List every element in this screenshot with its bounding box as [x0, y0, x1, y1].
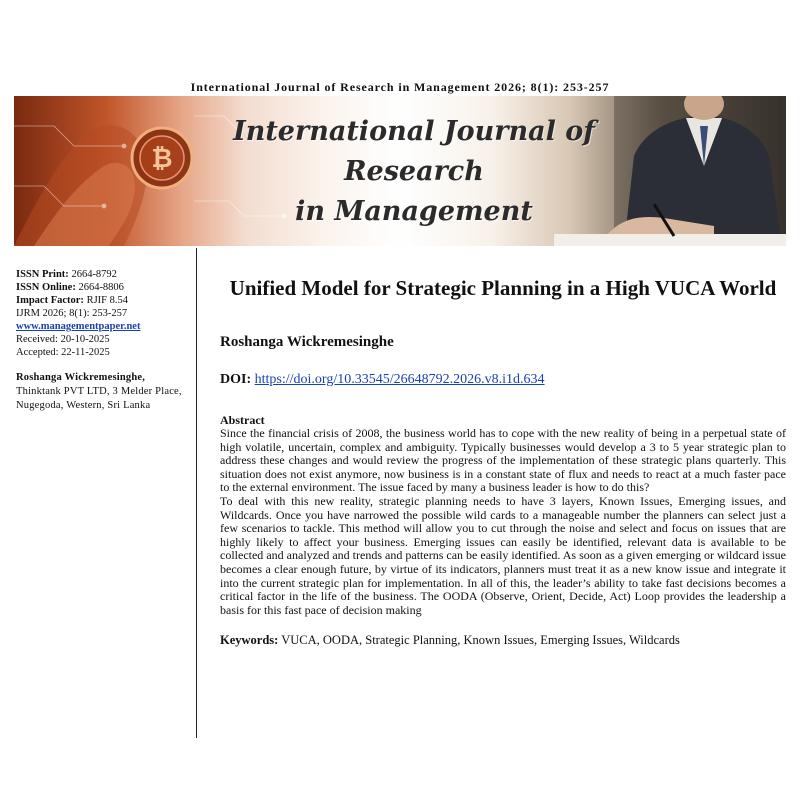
keywords-line: [220, 633, 786, 648]
article-main: [220, 274, 786, 648]
paper-title: Unified Model for Strategic Planning in a High VUCA World: [229, 276, 777, 300]
journal-running-head: International Journal of Research in Management 2026; 8(1): 253-257: [190, 80, 610, 94]
issn-online-label: ISSN Online:: [16, 282, 76, 293]
impact-factor-label: Impact Factor:: [16, 295, 84, 306]
abstract-paragraph-1: Since the financial crisis of 2008, the business world has to cope with the new reality of being in a perpetual state of high volatile, uncertain, complex and ambiguity. Typically businesses would develop a 3 to 5 year strategic plan to address these changes and would review the progress of the implementation of these strategic plans quarterly. This situation does not exist anymore, now business is in a constant state of flux and needs to react at a much faster pace to the external environment. The issue faced by many a business leader is how to do this?: [220, 426, 786, 495]
impact-factor-value: RJIF 8.54: [86, 295, 128, 306]
banner-journal-title: [214, 112, 614, 232]
sidebar-author-affiliation: Thinktank PVT LTD, 3 Melder Place, Nugegoda, Western, Sri Lanka: [16, 386, 182, 411]
column-divider: [196, 248, 197, 738]
journal-website-link[interactable]: www.managementpaper.net: [16, 321, 141, 332]
doi-link[interactable]: https://doi.org/10.33545/26648792.2026.v8.i1d.634: [254, 372, 545, 387]
issn-online: [16, 281, 186, 294]
abstract-paragraph-2: To deal with this new reality, strategic planning needs to have 3 layers, Known Issues, Emerging issues, and Wildcards. Once you have narrowed the possible wild cards to a manageable number the planners can select just a few scenarios to tackle. This method will allow you to cut through the noise and select and focus on issues that are highly likely to affect your business. Emerging issues can easily be identified, relevant data is available to be collected and analyzed and trends and patterns can be easily identified. As soon as a given emerging or wildcard issue becomes a clear enough future, by virtue of its indicators, planners must treat it as a new know issue and integrate it into the current strategic plan for implementation. In all of this, the leader’s ability to take fast decisions becomes a critical factor in the life of the business. The OODA (Observe, Orient, Decide, Act) Loop provides the leadership a basis for this fast pace of decision making: [220, 493, 786, 617]
issn-online-value: 2664-8806: [78, 282, 124, 293]
accepted-date: Accepted: 22-11-2025: [16, 347, 110, 358]
received-date: Received: 20-10-2025: [16, 334, 110, 345]
banner-title-line-2: Research: [344, 156, 484, 187]
author-correspondence: [16, 371, 186, 413]
banner-title-line-3: in Management: [295, 196, 533, 227]
issn-print-value: 2664-8792: [71, 269, 117, 280]
doi-label: DOI:: [220, 372, 252, 387]
paper-author: Roshanga Wickremesinghe: [220, 334, 394, 350]
abstract-heading: Abstract: [220, 413, 265, 427]
impact-factor: [16, 294, 186, 307]
issn-print-label: ISSN Print:: [16, 269, 69, 280]
keywords-value: VUCA, OODA, Strategic Planning, Known Issues, Emerging Issues, Wildcards: [281, 633, 680, 648]
abstract-section: [220, 414, 786, 617]
sidebar-author-name: Roshanga Wickremesinghe,: [16, 372, 146, 383]
banner-title-line-1: International Journal of: [233, 116, 595, 147]
journal-banner: [14, 96, 786, 246]
svg-text:₿: ₿: [151, 144, 173, 174]
citation: IJRM 2026; 8(1): 253-257: [16, 308, 128, 319]
doi-line: [220, 372, 786, 388]
article-metadata-sidebar: [16, 268, 186, 413]
keywords-label: Keywords:: [220, 633, 279, 648]
issn-print: [16, 268, 186, 281]
